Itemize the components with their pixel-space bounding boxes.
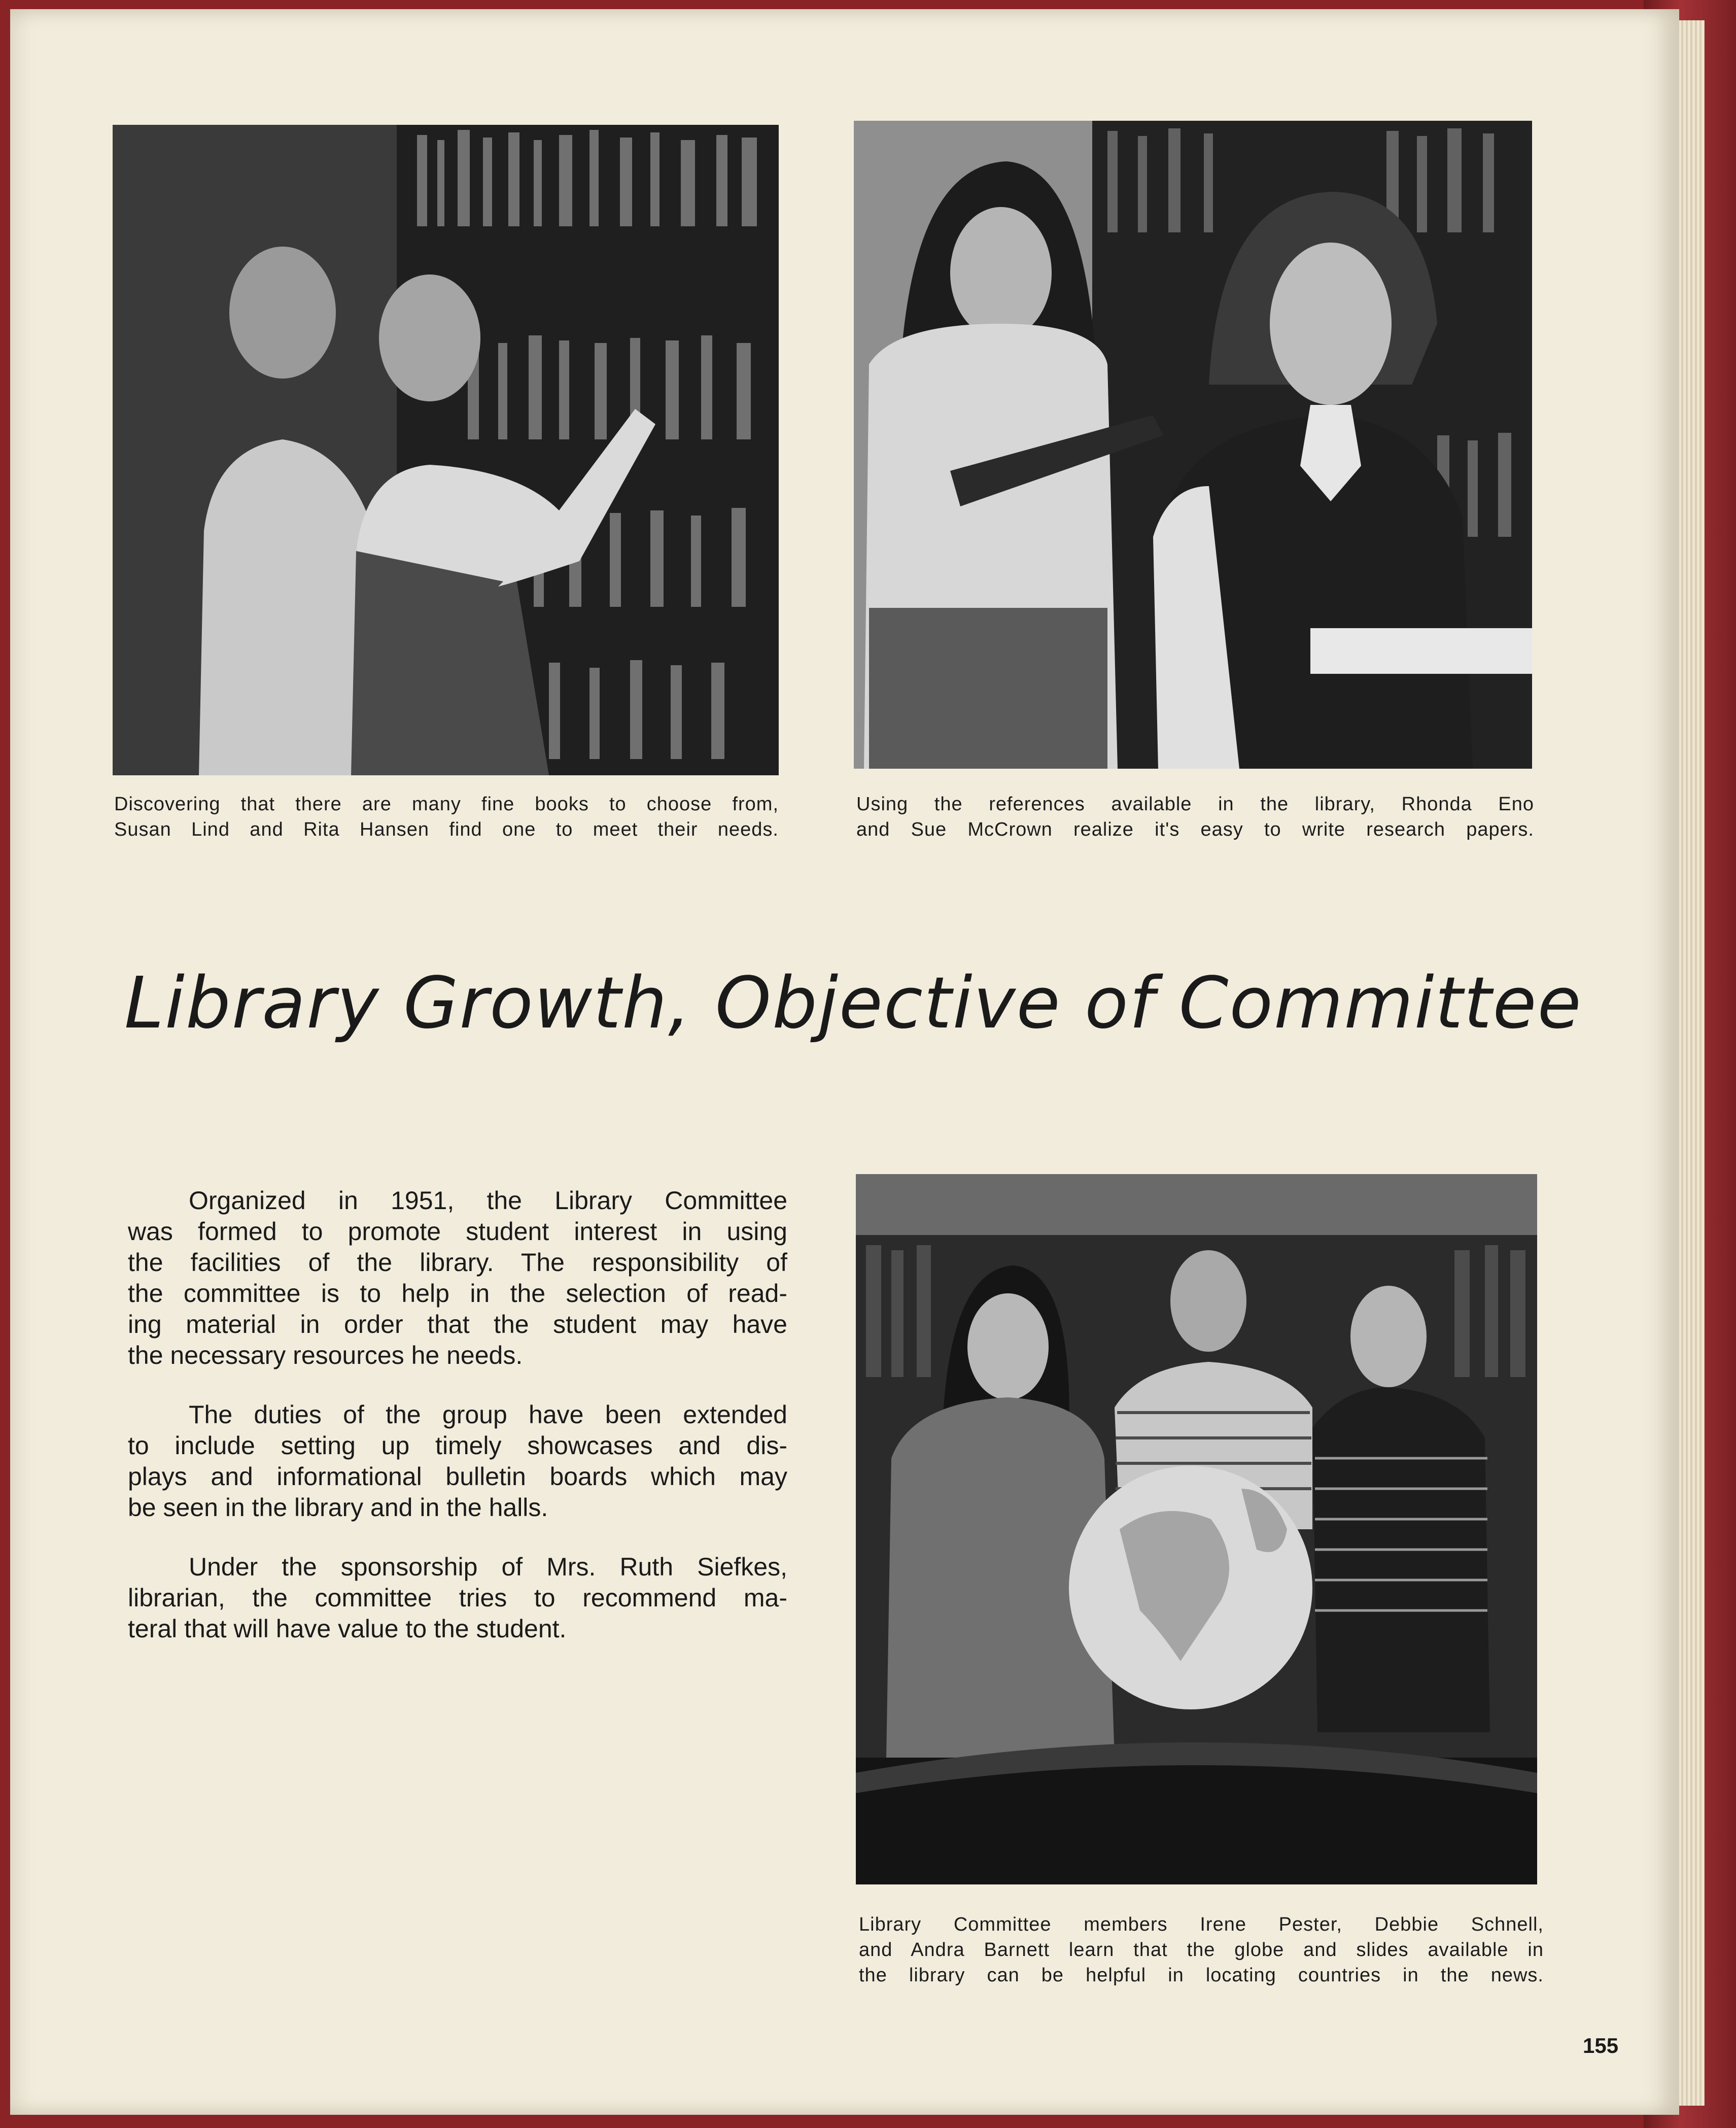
caption-line: and Sue McCrown realize it's easy to write research papers.	[856, 819, 1534, 840]
caption-line: and Andra Barnett learn that the globe and slides available in	[859, 1939, 1544, 1961]
caption-line: Discovering that there are many fine books to choose from,	[114, 794, 779, 815]
article-line: Organized in 1951, the Library Committee	[189, 1186, 787, 1215]
article-line: librarian, the committee tries to recommend ma-	[128, 1584, 787, 1612]
photo-two-students-reading	[854, 121, 1532, 769]
photo-top-right	[854, 121, 1532, 769]
caption-line: Library Committee members Irene Pester, Debbie Schnell,	[859, 1914, 1544, 1935]
photo-bottom-right	[856, 1174, 1537, 1884]
caption-line: the library can be helpful in locating countries in the news.	[859, 1965, 1544, 1986]
caption-top-left	[114, 792, 779, 842]
article-paragraph	[128, 1552, 787, 1644]
article-line: Under the sponsorship of Mrs. Ruth Siefkes,	[189, 1553, 787, 1581]
caption-bottom-right	[859, 1912, 1544, 1988]
caption-line: Susan Lind and Rita Hansen find one to meet their needs.	[114, 819, 779, 840]
article-line: to include setting up timely showcases and dis-	[128, 1431, 787, 1460]
page-headline: Library Growth, Objective of Committee	[124, 962, 1582, 1045]
photo-committee-with-globe	[856, 1174, 1537, 1884]
article-paragraph	[128, 1399, 787, 1523]
article-line: the committee is to help in the selection of read-	[128, 1279, 787, 1308]
article-line: be seen in the library and in the halls.	[128, 1493, 548, 1522]
caption-line: Using the references available in the library, Rhonda Eno	[856, 794, 1534, 815]
article-line: The duties of the group have been extended	[189, 1400, 787, 1429]
article-line: the necessary resources he needs.	[128, 1341, 523, 1369]
yearbook-page	[10, 9, 1679, 2115]
article-line: the facilities of the library. The responsibility of	[128, 1248, 787, 1277]
article-line: teral that will have value to the student.	[128, 1615, 567, 1643]
article-line: was formed to promote student interest in using	[128, 1217, 787, 1246]
page-number: 155	[1583, 2034, 1619, 2057]
caption-top-right	[856, 792, 1534, 842]
article-line: ing material in order that the student may have	[128, 1310, 787, 1338]
photo-two-students-at-shelves	[113, 125, 779, 775]
article-line: plays and informational bulletin boards which may	[128, 1462, 787, 1491]
article-paragraph	[128, 1185, 787, 1371]
photo-top-left	[113, 125, 779, 775]
